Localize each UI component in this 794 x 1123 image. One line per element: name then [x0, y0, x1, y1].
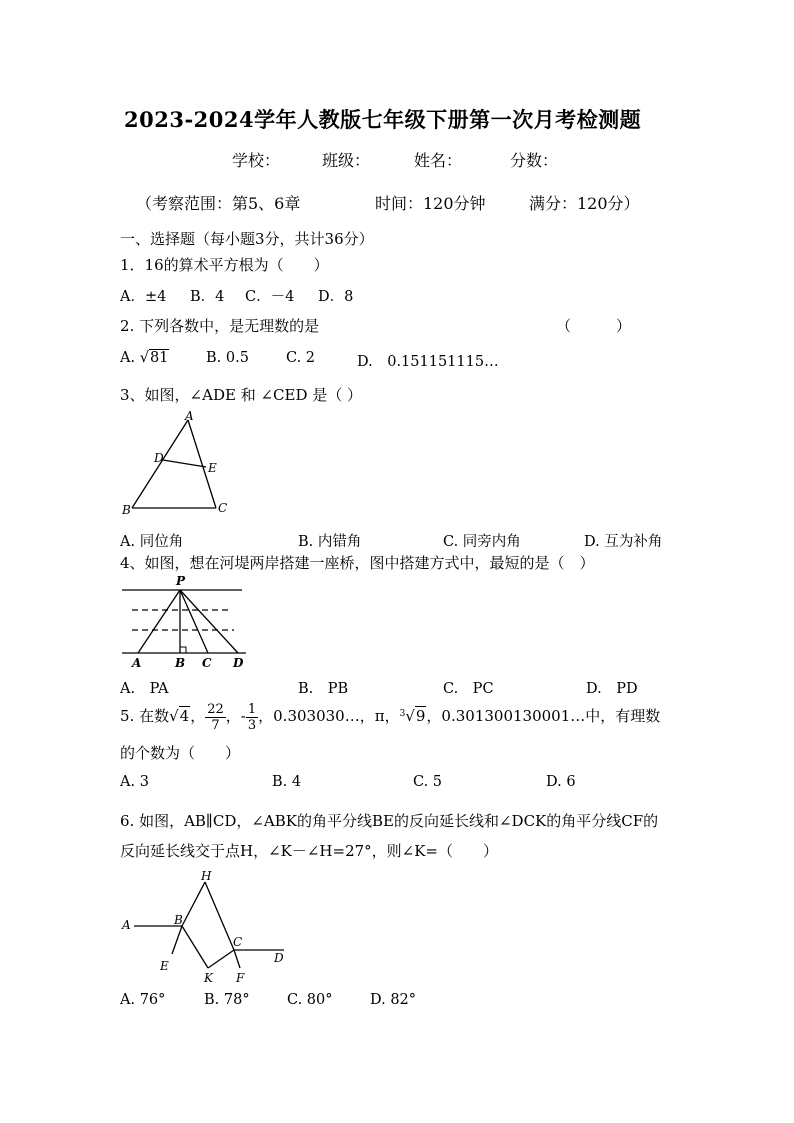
full-score-info: 满分：120分） [529, 194, 640, 213]
label-d: D [233, 656, 244, 670]
label-e: E [208, 461, 217, 475]
q6-option-a: A. 76° [120, 992, 166, 1008]
q1-option-b: B．4 [190, 289, 225, 305]
label-a: A [185, 409, 194, 423]
q5-option-a: A. 3 [120, 774, 149, 790]
label-f: F [236, 971, 245, 985]
q2-option-c: C. 2 [286, 350, 316, 366]
label-c: C [233, 935, 243, 949]
scope-info: （考察范围：第5、6章 [136, 194, 301, 213]
q6-option-d: D. 82° [370, 992, 417, 1008]
label-h: H [201, 869, 212, 883]
label-c: C [202, 656, 212, 670]
cube-root-symbol: √9 [405, 707, 426, 725]
question-5-line-1: 5. 在数√4， $\frac{22}{7}$ ，- $\frac{1}{3}$ ，0.303030…，π，$^3$√9，0.301300130001…中，有理数 [120, 701, 661, 733]
q1-option-d: D．8 [318, 289, 354, 305]
q2-option-a: A. √81 [120, 350, 169, 366]
q3-option-b: B. 内错角 [298, 534, 362, 550]
q2-option-b: B. 0.5 [206, 350, 249, 366]
label-k: K [204, 971, 213, 985]
q5-option-b: B. 4 [272, 774, 302, 790]
school-label: 学校： [232, 151, 281, 170]
page-title: 2023-2024学年人教版七年级下册第一次月考检测题 [124, 107, 642, 132]
class-label: 班级： [322, 151, 371, 170]
q5-option-c: C. 5 [413, 774, 443, 790]
question-4-stem: 4、如图，想在河堤两岸搭建一座桥，图中搭建方式中，最短的是（ ） [120, 554, 595, 572]
fraction-1-3: $\frac{1}{3}$ [247, 701, 257, 733]
question-6-line-2: 反向延长线交于点H，∠K－∠H=27°，则∠K=（ ） [120, 842, 499, 860]
section-heading: 一、选择题（每小题3分，共计36分） [120, 230, 374, 248]
label-d: D [274, 951, 284, 965]
question-3-stem: 3、如图，∠ADE 和 ∠CED 是（ ） [120, 386, 363, 404]
label-d: D [154, 451, 164, 465]
fraction-22-7: $\frac{22}{7}$ [207, 701, 224, 733]
q5-option-d: D. 6 [546, 774, 576, 790]
q6-option-b: B. 78° [204, 992, 250, 1008]
time-info: 时间：120分钟 [375, 194, 486, 213]
label-e: E [160, 959, 169, 973]
q1-option-a: A．±4 [120, 289, 167, 305]
q6-parallel-lines-figure [118, 866, 298, 992]
label-a: A [132, 656, 142, 670]
label-p: P [176, 574, 186, 588]
question-2-stem: 2. 下列各数中，是无理数的是 [120, 317, 320, 335]
q6-option-c: C. 80° [287, 992, 333, 1008]
question-5-line-2: 的个数为（ ） [120, 744, 241, 762]
label-b: B [174, 913, 183, 927]
q4-option-b: B. PB [298, 681, 349, 697]
sqrt-symbol: √4 [169, 707, 190, 725]
q3-option-c: C. 同旁内角 [443, 534, 521, 550]
q1-option-c: C．－4 [245, 289, 295, 305]
q4-option-c: C. PC [443, 681, 494, 697]
q2-option-d: D. 0.151151115… [357, 354, 499, 370]
label-a: A [122, 918, 131, 932]
question-6-line-1: 6. 如图，AB∥CD，∠ABK的角平分线BE的反向延长线和∠DCK的角平分线CF的 [120, 812, 659, 830]
sqrt-symbol: √81 [139, 350, 169, 366]
q3-triangle-figure [118, 408, 238, 518]
score-label: 分数： [510, 151, 559, 170]
question-1-stem: 1．16的算术平方根为（ ） [120, 256, 329, 274]
label-b: B [175, 656, 186, 670]
label-c: C [218, 501, 228, 515]
q3-option-a: A. 同位角 [120, 534, 184, 550]
q4-option-a: A. PA [120, 681, 169, 697]
name-label: 姓名： [414, 151, 463, 170]
q4-bridge-figure [118, 572, 250, 670]
q2-answer-paren: （ ） [556, 317, 632, 335]
q3-option-d: D. 互为补角 [584, 534, 663, 550]
label-b: B [122, 503, 131, 517]
q4-option-d: D. PD [586, 681, 638, 697]
